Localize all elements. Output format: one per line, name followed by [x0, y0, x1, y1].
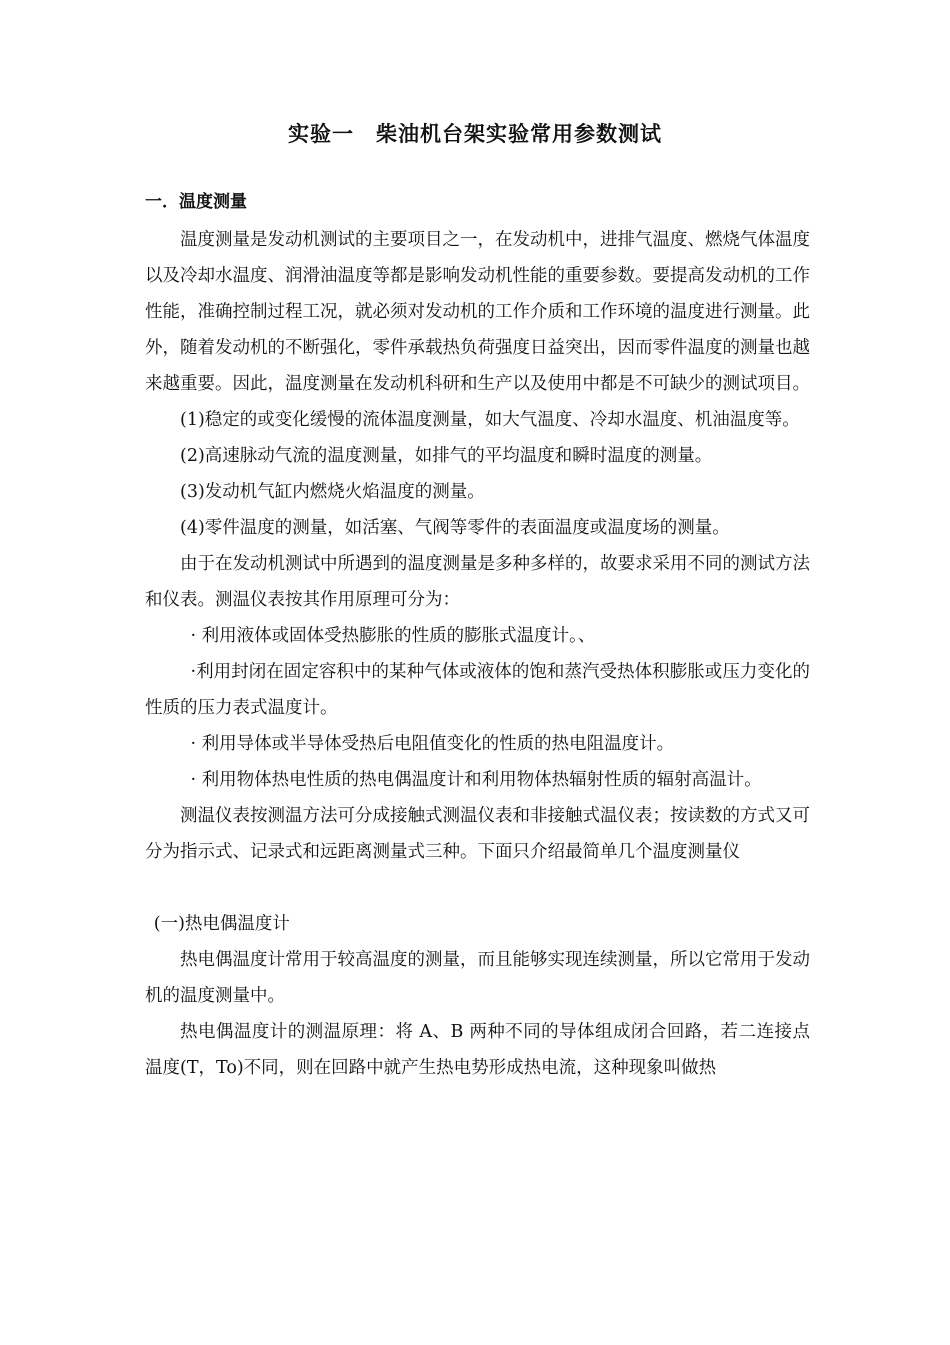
- list-item: (2)高速脉动气流的温度测量，如排气的平均温度和瞬时温度的测量。: [180, 446, 713, 466]
- section-heading: 一．温度测量: [145, 192, 247, 212]
- paragraph: 热电偶温度计常用于较高温度的测量，而且能够实现连续测量，所以它常用于发动机的温度测量中。: [145, 950, 810, 1006]
- list-item: (1)稳定的或变化缓慢的流体温度测量，如大气温度、冷却水温度、机油温度等。: [180, 410, 800, 430]
- bullet-item: · 利用物体热电性质的热电偶温度计和利用物体热辐射性质的辐射高温计。: [190, 770, 762, 790]
- list-item: (4)零件温度的测量，如活塞、气阀等零件的表面温度或温度场的测量。: [180, 518, 730, 538]
- bullet-item: · 利用导体或半导体受热后电阻值变化的性质的热电阻温度计。: [190, 734, 675, 754]
- paragraph: 热电偶温度计的测温原理：将 A、B 两种不同的导体组成闭合回路，若二连接点温度(T，To)不同，则在回路中就产生热电势形成热电流，这种现象叫做热: [145, 1022, 810, 1078]
- paragraph: 由于在发动机测试中所遇到的温度测量是多种多样的，故要求采用不同的测试方法和仪表。测温仪表按其作用原理可分为：: [145, 554, 810, 610]
- bullet-item: ·利用封闭在固定容积中的某种气体或液体的饱和蒸汽受热体积膨胀或压力变化的性质的压力表式温度计。: [145, 662, 810, 718]
- page-title: 实验一 柴油机台架实验常用参数测试: [288, 121, 662, 146]
- bullet-item: · 利用液体或固体受热膨胀的性质的膨胀式温度计。、: [190, 626, 596, 646]
- list-item: (3)发动机气缸内燃烧火焰温度的测量。: [180, 482, 485, 502]
- paragraph-intro: 温度测量是发动机测试的主要项目之一，在发动机中，进排气温度、燃烧气体温度以及冷却水温度、润滑油温度等都是影响发动机性能的重要参数。要提高发动机的工作性能，准确控制过程工况，就必须对发动机的工作介质和工作环境的温度进行测量。此外，随着发动机的不断强化，零件承载热负荷强度日益突出，因而零件温度的测量也越来越重要。因此，温度测量在发动机科研和生产以及使用中都是不可缺少的测试项目。: [145, 230, 810, 394]
- subsection-heading: (一)热电偶温度计: [153, 914, 290, 934]
- paragraph: 测温仪表按测温方法可分成接触式测温仪表和非接触式温仪表；按读数的方式又可分为指示式、记录式和远距离测量式三种。下面只介绍最简单几个温度测量仪: [145, 806, 810, 862]
- body-text: [145, 222, 810, 1086]
